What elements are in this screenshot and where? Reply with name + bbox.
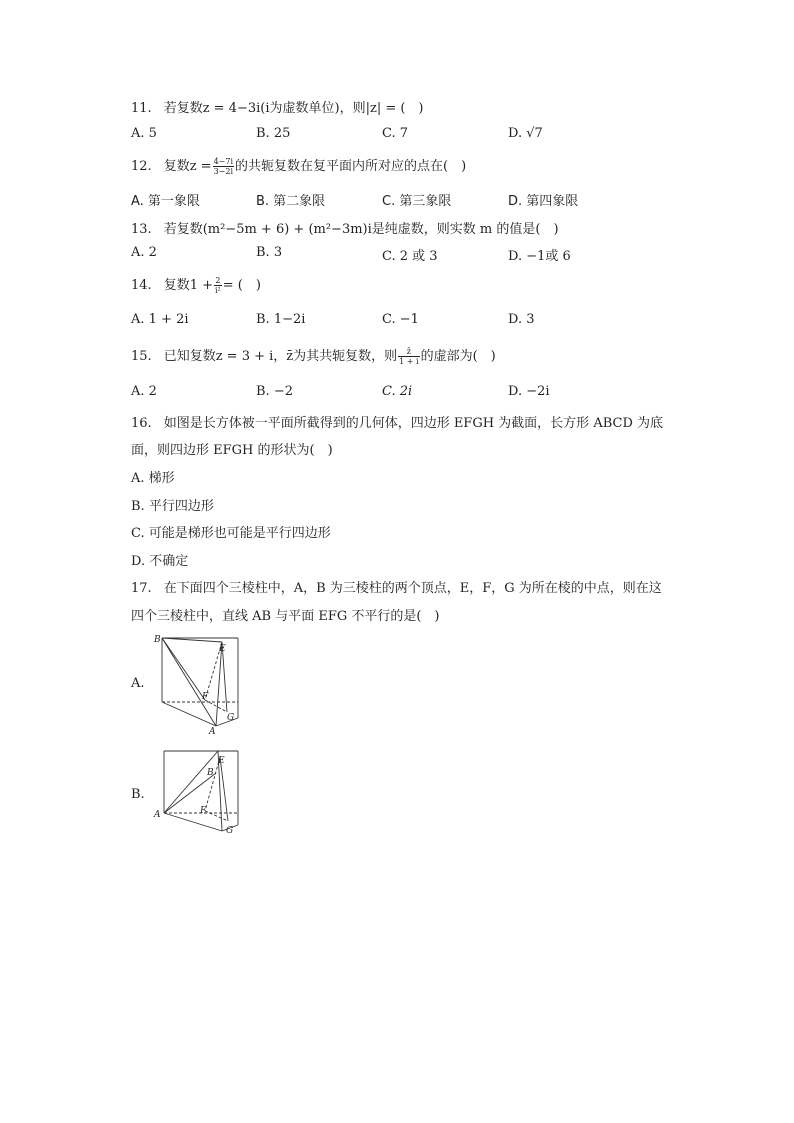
- q13-option-c: C. 2 或 3: [382, 249, 438, 264]
- q17-figure-b-point-a: A: [154, 810, 161, 820]
- q13-option-d: D. −1或 6: [508, 249, 571, 264]
- q17-figure-b: [150, 745, 250, 845]
- q15-fraction-numerator: z̄: [398, 347, 419, 357]
- q16-text-line1: 如图是长方体被一平面所截得到的几何体，四边形 EFGH 为截面，长方形 ABCD 为底: [163, 416, 664, 431]
- q15-option-c: C. 2i: [382, 384, 413, 399]
- q17-stem-line1: [131, 577, 662, 596]
- q15-options: [131, 384, 591, 402]
- q15-text-a: 已知复数z = 3 + i，z̄为其共轭复数，则: [163, 349, 398, 364]
- q14-fraction: [214, 276, 222, 295]
- q15-option-d: D. −2i: [508, 384, 550, 399]
- q16-text-line2: 面，则四边形 EFGH 的形状为( ): [131, 443, 333, 458]
- q13-option-b: B. 3: [256, 245, 283, 260]
- q12-text-a: 复数z =: [163, 159, 212, 174]
- q13-options: [131, 245, 591, 263]
- q12-fraction: [213, 157, 234, 176]
- q14-stem: [131, 274, 261, 295]
- q16-option-b: B. 平行四边形: [131, 499, 214, 514]
- q17-figure-a-point-g: G: [227, 713, 235, 723]
- q15-fraction-denominator: 1 + i: [399, 357, 419, 366]
- q17-figure-b-point-b: B: [207, 768, 214, 778]
- q17-figure-a-point-e: E: [219, 644, 226, 654]
- q17-stem-line2: [131, 605, 440, 624]
- q17-figure-b-point-g: G: [226, 826, 234, 836]
- q17-figure-b-label: B.: [131, 787, 145, 802]
- q14-option-a: A. 1 + 2i: [131, 312, 189, 327]
- q11-options: [131, 126, 591, 144]
- q17-figure-a-point-a: A: [209, 727, 216, 737]
- q12-options: [131, 190, 591, 208]
- q15-stem: [131, 345, 496, 366]
- q11-option-d: D. √7: [508, 126, 543, 141]
- q17-figure-a: [150, 630, 250, 738]
- q14-option-c: C. −1: [382, 312, 419, 327]
- q17-text-line2: 四个三棱柱中，直线 AB 与平面 EFG 不平行的是( ): [131, 609, 440, 624]
- q15-option-a: A. 2: [131, 384, 157, 399]
- q12-text-b: 的共轭复数在复平面内所对应的点在( ): [235, 159, 467, 174]
- q11-number: 11.: [131, 101, 152, 116]
- q14-options: [131, 312, 591, 330]
- q15-text-b: 的虚部为( ): [420, 349, 496, 364]
- q15-option-b: B. −2: [256, 384, 293, 399]
- q16-stem-line2: [131, 439, 333, 458]
- q17-text-line1: 在下面四个三棱柱中，A，B 为三棱柱的两个顶点，E，F，G 为所在棱的中点，则在这: [163, 581, 662, 596]
- q17-figure-b-point-f: F: [200, 806, 207, 816]
- q14-fraction-numerator: 2: [215, 276, 221, 285]
- q11-text: 若复数z = 4−3i(i为虚数单位)，则|z| = ( ): [163, 101, 424, 116]
- q15-number: 15.: [131, 349, 152, 364]
- q11-option-c: C. 7: [382, 126, 409, 141]
- q12-option-a: A. 第一象限: [131, 194, 200, 209]
- q12-option-d: D. 第四象限: [508, 194, 579, 209]
- q12-number: 12.: [131, 159, 152, 174]
- q17-figure-b-point-e: E: [218, 756, 225, 766]
- q16-number: 16.: [131, 416, 152, 431]
- q13-text: 若复数(m²−5m + 6) + (m²−3m)i是纯虚数，则实数 m 的值是( ): [163, 222, 559, 237]
- q14-option-b: B. 1−2i: [256, 312, 306, 327]
- q12-fraction-numerator: 4−7i: [213, 157, 234, 166]
- q12-option-b: B. 第二象限: [256, 194, 326, 209]
- q16-option-c: C. 可能是梯形也可能是平行四边形: [131, 526, 331, 541]
- q12-fraction-denominator: 3−2i: [213, 167, 234, 176]
- q13-number: 13.: [131, 222, 152, 237]
- q11-option-b: B. 25: [256, 126, 291, 141]
- q13-stem: [131, 218, 559, 237]
- q14-fraction-denominator: i²: [214, 286, 221, 295]
- q14-option-d: D. 3: [508, 312, 535, 327]
- q11-stem: [131, 97, 424, 116]
- q14-text-b: = ( ): [222, 278, 261, 293]
- q12-stem: [131, 155, 466, 176]
- q15-fraction: [398, 347, 419, 366]
- q16-stem-line1: [131, 412, 663, 431]
- q14-number: 14.: [131, 278, 152, 293]
- q14-text-a: 复数1 +: [163, 278, 213, 293]
- q13-option-a: A. 2: [131, 245, 157, 260]
- q12-option-c: C. 第三象限: [382, 194, 452, 209]
- q17-figure-a-point-b: B: [154, 635, 161, 645]
- q16-option-a: A. 梯形: [131, 471, 175, 486]
- q11-option-a: A. 5: [131, 126, 157, 141]
- q17-figure-a-label: A.: [131, 676, 145, 691]
- q17-figure-a-point-f: F: [202, 692, 209, 702]
- q17-number: 17.: [131, 581, 152, 596]
- q16-option-d: D. 不确定: [131, 554, 189, 569]
